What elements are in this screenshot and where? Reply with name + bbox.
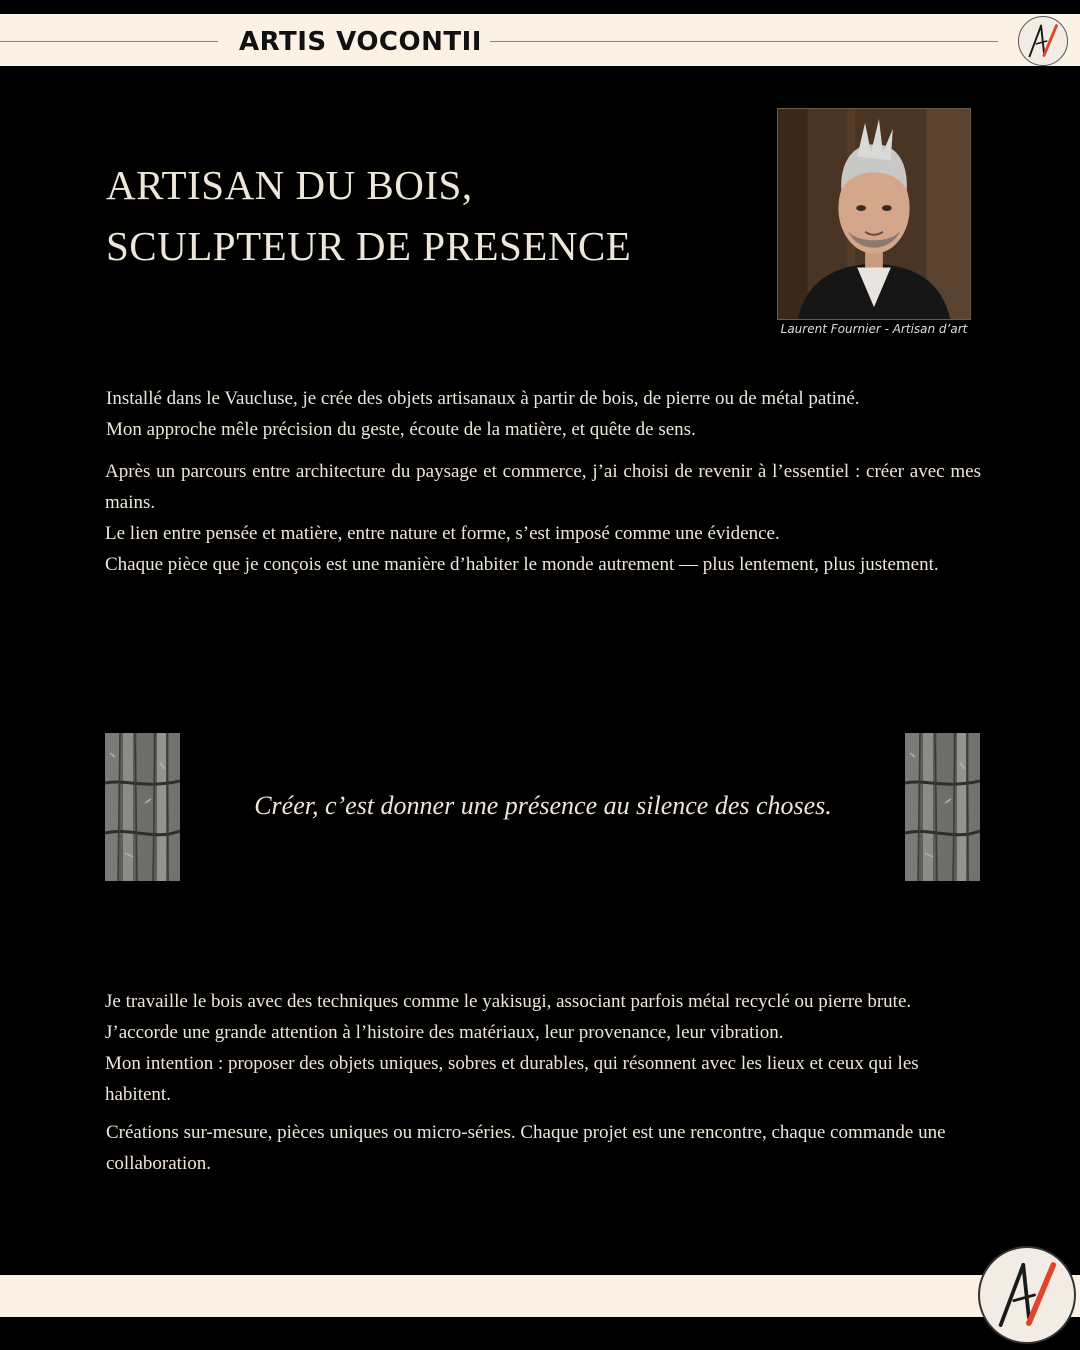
bark-texture-right (905, 733, 980, 881)
craft-line: Je travaille le bois avec des techniques comme le yakisugi, associant parfois métal recyclé ou pierre brute. (105, 991, 912, 1012)
title-line: SCULPTEUR DE PRESENCE (106, 223, 632, 269)
intro-line: Installé dans le Vaucluse, je crée des objets artisanaux à partir de bois, de pierre ou de métal patiné. (106, 388, 860, 409)
portrait-caption: Laurent Fournier - Artisan d’art (780, 322, 968, 336)
site-header (0, 14, 1080, 66)
story-line: Chaque pièce que je conçois est une manière d’habiter le monde autrement — plus lentement, plus justement. (105, 554, 939, 575)
brand-name[interactable]: ARTIS VOCONTII (239, 27, 482, 57)
signature-quote: Créer, c’est donner une présence au silence des choses. (254, 791, 832, 820)
craft-line: Mon intention : proposer des objets uniques, sobres et durables, qui résonnent avec les lieux et ceux qui les habitent. (105, 1053, 919, 1105)
story-line: Après un parcours entre architecture du paysage et commerce, j’ai choisi de revenir à l’essentiel : créer avec mes mains. (105, 461, 981, 513)
av-monogram-icon[interactable] (978, 1246, 1076, 1344)
bark-texture-left (105, 733, 180, 881)
craft-line: J’accorde une grande attention à l’histoire des matériaux, leur provenance, leur vibration. (105, 1022, 784, 1043)
story-paragraph (105, 456, 981, 580)
site-footer (0, 1275, 1080, 1317)
intro-paragraph (106, 383, 986, 445)
page-title (106, 155, 631, 277)
title-line: ARTISAN DU BOIS, (106, 162, 473, 208)
offer-paragraph (106, 1117, 980, 1179)
craft-paragraph (105, 986, 981, 1110)
offer-text: Créations sur-mesure, pièces uniques ou micro-séries. Chaque projet est une rencontre, chaque commande une collaboration. (106, 1122, 946, 1174)
artisan-portrait (777, 108, 971, 320)
story-line: Le lien entre pensée et matière, entre nature et forme, s’est imposé comme une évidence. (105, 523, 780, 544)
header-divider-left (0, 41, 218, 42)
av-monogram-icon[interactable] (1018, 16, 1068, 66)
header-divider-right (490, 41, 998, 42)
intro-line: Mon approche mêle précision du geste, écoute de la matière, et quête de sens. (106, 419, 696, 440)
